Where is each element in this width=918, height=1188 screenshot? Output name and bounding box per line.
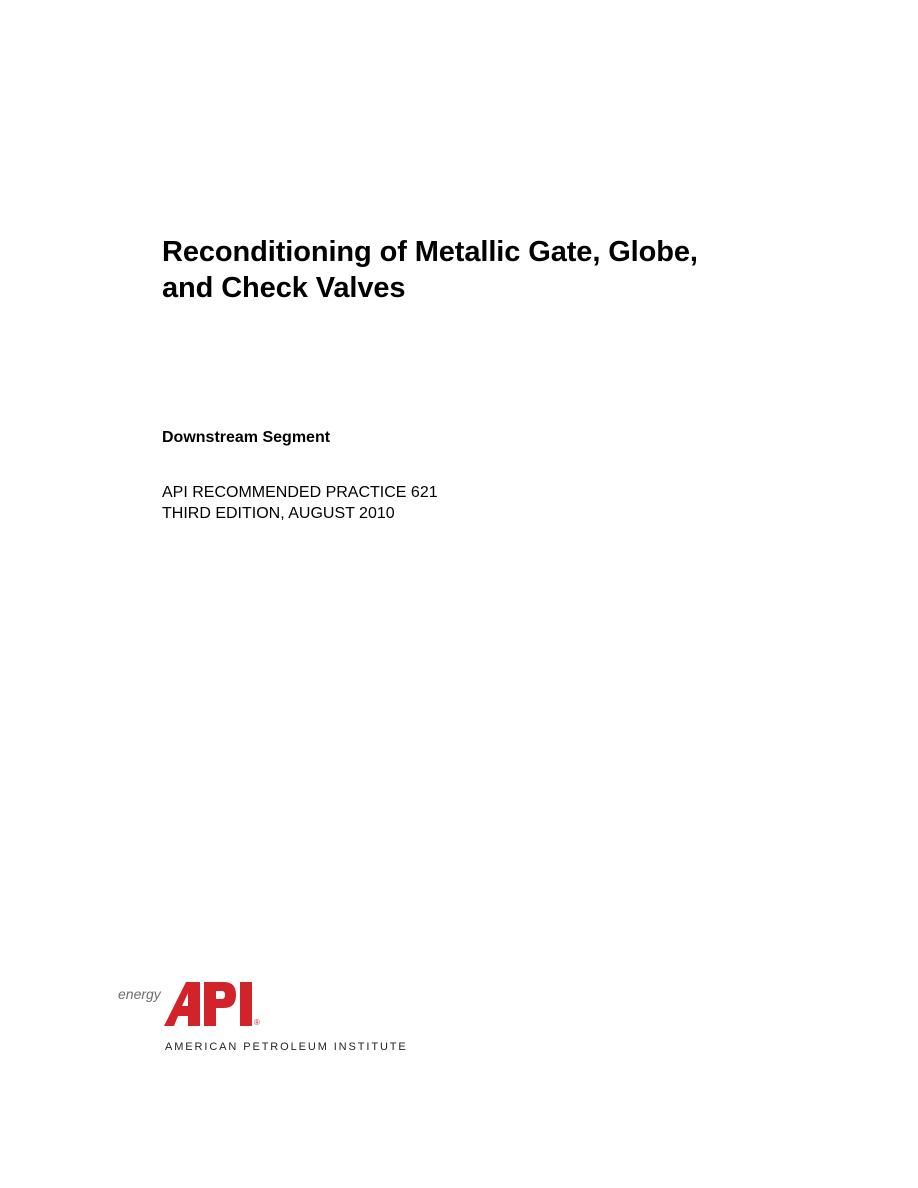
title-line-2: and Check Valves: [162, 272, 406, 304]
title-line-1: Reconditioning of Metallic Gate, Globe,: [162, 236, 698, 268]
designation-line-2: THIRD EDITION, AUGUST 2010: [162, 505, 395, 522]
document-designation: [162, 482, 438, 524]
api-logo: [118, 978, 418, 1058]
logo-tagline: energy: [118, 986, 161, 1002]
registered-mark: ®: [254, 1018, 260, 1027]
organization-name: AMERICAN PETROLEUM INSTITUTE: [165, 1041, 408, 1053]
api-logo-mark: [162, 978, 262, 1030]
designation-line-1: API RECOMMENDED PRACTICE 621: [162, 484, 438, 501]
document-title: [162, 234, 822, 306]
segment-label: Downstream Segment: [162, 429, 331, 446]
